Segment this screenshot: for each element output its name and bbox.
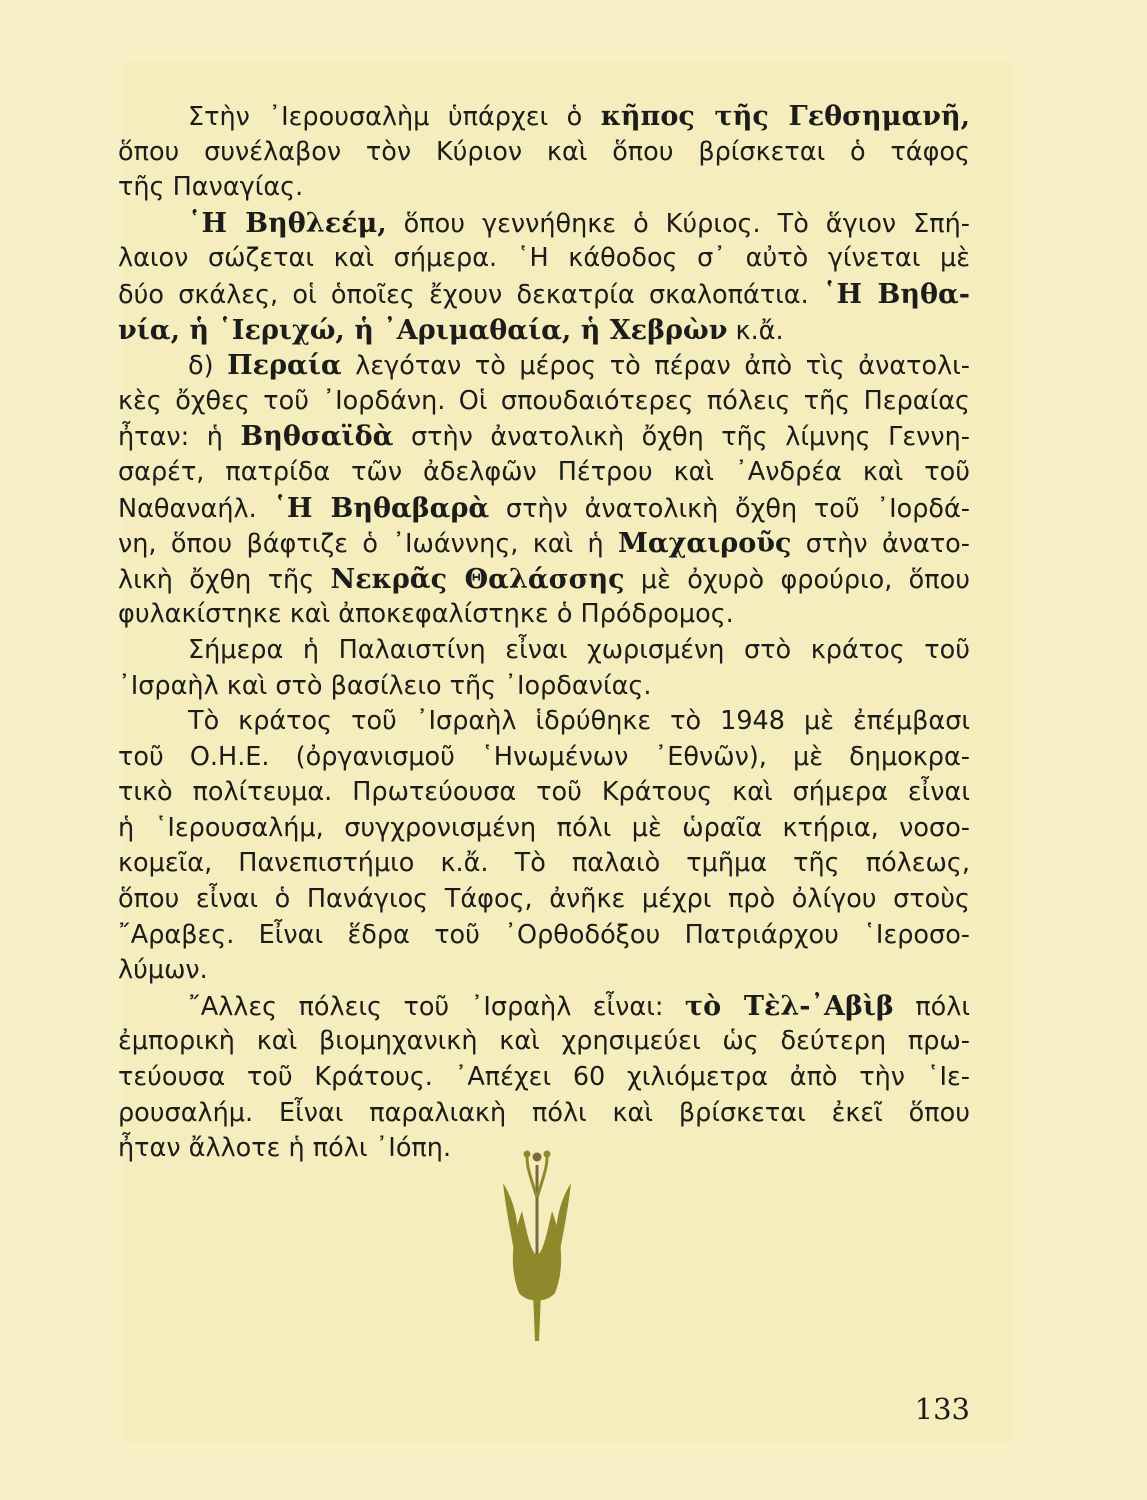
text-line xyxy=(118,135,970,171)
text-run: κὲς ὄχθες τοῦ ᾽Ιορδάνη. Οἱ σπουδαιότερες πόλεις τῆς Περαίας xyxy=(118,385,970,416)
text-run: νη, ὅπου βάφτιζε ὁ ᾽Ιωάννης, καὶ ἡ xyxy=(118,529,618,560)
text-run: μὲ ὀχυρὸ φρούριο, ὅπου xyxy=(624,564,970,595)
text-run: στὴν ἀνατολικὴ ὄχθη τῆς λίμνης Γεννη- xyxy=(393,422,970,453)
bold-term: τὸ Τὲλ-᾽Αβὶβ xyxy=(684,990,894,1022)
bold-term: Μαχαιροῦς xyxy=(618,528,792,560)
body-text xyxy=(118,99,970,1167)
text-run: κομεῖα, Πανεπιστήμιο κ.ἄ. Τὸ παλαιὸ τμῆμα τῆς πόλεως, xyxy=(118,848,970,879)
text-line xyxy=(118,669,970,705)
text-run: ἐμπορικὴ καὶ βιομηχανικὴ καὶ χρησιμεύει ὡς δεύτερη πρω- xyxy=(118,1026,970,1057)
text-run: σαρέτ, πατρίδα τῶν ἀδελφῶν Πέτρου καὶ ᾽Ανδρέα καὶ τοῦ xyxy=(118,456,970,487)
bold-term: Νεκρᾶς Θαλάσσης xyxy=(330,563,625,595)
text-line xyxy=(118,704,970,740)
text-run: φυλακίστηκε καὶ ἀποκεφαλίστηκε ὁ Πρόδρομος. xyxy=(118,599,734,630)
text-line xyxy=(118,1096,970,1132)
text-line xyxy=(118,206,970,242)
text-run: στὴν ἀνατολικὴ ὄχθη τοῦ ᾽Ιορδά- xyxy=(489,493,971,524)
text-line xyxy=(118,811,970,847)
text-run: Ναθαναήλ. xyxy=(118,493,274,524)
text-run: τοῦ Ο.Η.Ε. (ὀργανισμοῦ ῾Ηνωμένων ᾽Εθνῶν), μὲ δημοκρα- xyxy=(118,741,970,772)
page-number: 133 xyxy=(914,1392,970,1426)
bold-term: ῾Η Βηθα- xyxy=(822,278,970,310)
text-line xyxy=(118,526,970,562)
text-run: δύο σκάλες, οἱ ὁποῖες ἔχουν δεκατρία σκαλοπάτια. xyxy=(118,279,823,310)
text-line xyxy=(118,882,970,918)
text-line xyxy=(118,241,970,277)
text-run: ἦταν: ἡ xyxy=(118,422,241,453)
text-line xyxy=(118,633,970,669)
text-line xyxy=(118,1060,970,1096)
text-line xyxy=(118,953,970,989)
text-run: ἡ ῾Ιερουσαλήμ, συγχρονισμένη πόλι μὲ ὡραῖα κτήρια, νοσο- xyxy=(118,812,970,843)
bold-term: κῆπος τῆς Γεθσημανῆ, xyxy=(600,101,970,132)
text-line xyxy=(118,313,970,349)
text-line xyxy=(118,277,970,313)
text-run: Σήμερα ἡ Παλαιστίνη εἶναι χωρισμένη στὸ κράτος τοῦ xyxy=(188,634,970,665)
text-run: τικὸ πολίτευμα. Πρωτεύουσα τοῦ Κράτους καὶ σήμερα εἶναι xyxy=(118,777,970,808)
text-run: λαιον σώζεται καὶ σήμερα. ῾Η κάθοδος σ᾽ αὐτὸ γίνεται μὲ xyxy=(118,243,970,274)
text-line xyxy=(118,384,970,420)
text-line xyxy=(118,846,970,882)
text-line xyxy=(118,597,970,633)
text-run: λικὴ ὄχθη τῆς xyxy=(118,564,331,595)
text-run: λύμων. xyxy=(118,955,208,986)
text-line xyxy=(118,455,970,491)
text-run: Τὸ κράτος τοῦ ᾽Ισραὴλ ἱδρύθηκε τὸ 1948 μὲ ἐπέμβασι xyxy=(188,706,970,737)
text-run: τῆς Παναγίας. xyxy=(118,172,304,203)
text-run: Στὴν ᾿Ιερουσαλὴμ ὑπάρχει ὁ xyxy=(188,102,601,132)
text-run: πόλι xyxy=(893,991,971,1022)
text-run: ἦταν ἄλλοτε ἡ πόλι ᾽Ιόπη. xyxy=(118,1133,452,1164)
text-run: ὅπου γεννήθηκε ὁ Κύριος. Τὸ ἅγιον Σπή- xyxy=(386,208,970,239)
text-run: στὴν ἀνατο- xyxy=(791,529,970,560)
bold-term: Βηθσαϊδὰ xyxy=(240,421,394,453)
bold-term: νία, ἡ ῾Ιεριχώ, ἡ ᾽Αριμαθαία, ἡ Χεβρὼν xyxy=(118,314,728,346)
text-line xyxy=(118,99,970,135)
text-line xyxy=(118,419,970,455)
bold-term: Περαία xyxy=(227,350,342,382)
text-run: ῎Αραβες. Εἶναι ἕδρα τοῦ ᾽Ορθοδόξου Πατριάρχου ῾Ιεροσο- xyxy=(118,919,970,950)
bold-term: ῾Η Βηθαβαρὰ xyxy=(273,492,490,524)
text-line xyxy=(118,989,970,1025)
text-run: ρουσαλήμ. Εἶναι παραλιακὴ πόλι καὶ βρίσκεται ἐκεῖ ὅπου xyxy=(118,1097,970,1128)
text-run: τεύουσα τοῦ Κράτους. ᾽Απέχει 60 χιλιόμετρα ἀπὸ τὴν ῾Ιε- xyxy=(118,1062,970,1093)
text-run: ᾽Ισραὴλ καὶ στὸ βασίλειο τῆς ᾽Ιορδανίας. xyxy=(118,670,652,701)
text-line xyxy=(118,740,970,776)
text-run: ὅπου συνέλαβον τὸν Κύριον καὶ ὅπου βρίσκεται ὁ τάφος xyxy=(118,136,970,167)
lily-vase-icon xyxy=(497,1143,577,1343)
text-line xyxy=(118,170,970,206)
text-line xyxy=(118,775,970,811)
text-line xyxy=(118,1024,970,1060)
text-run: κ.ἄ. xyxy=(727,315,784,346)
text-line xyxy=(118,918,970,954)
bold-term: ῾Η Βηθλεέμ, xyxy=(188,207,387,239)
text-run: ῎Αλλες πόλεις τοῦ ᾽Ισραὴλ εἶναι: xyxy=(188,991,685,1022)
ornament-base xyxy=(533,1293,541,1341)
text-run: λεγόταν τὸ μέρος τὸ πέραν ἀπὸ τὶς ἀνατολι- xyxy=(341,351,971,382)
text-line xyxy=(118,348,970,384)
text-line xyxy=(118,562,970,598)
text-run: ὅπου εἶναι ὁ Πανάγιος Τάφος, ἀνῆκε μέχρι πρὸ ὀλίγου στοὺς xyxy=(118,884,970,915)
text-line xyxy=(118,491,970,527)
text-run: δ) xyxy=(188,351,228,382)
